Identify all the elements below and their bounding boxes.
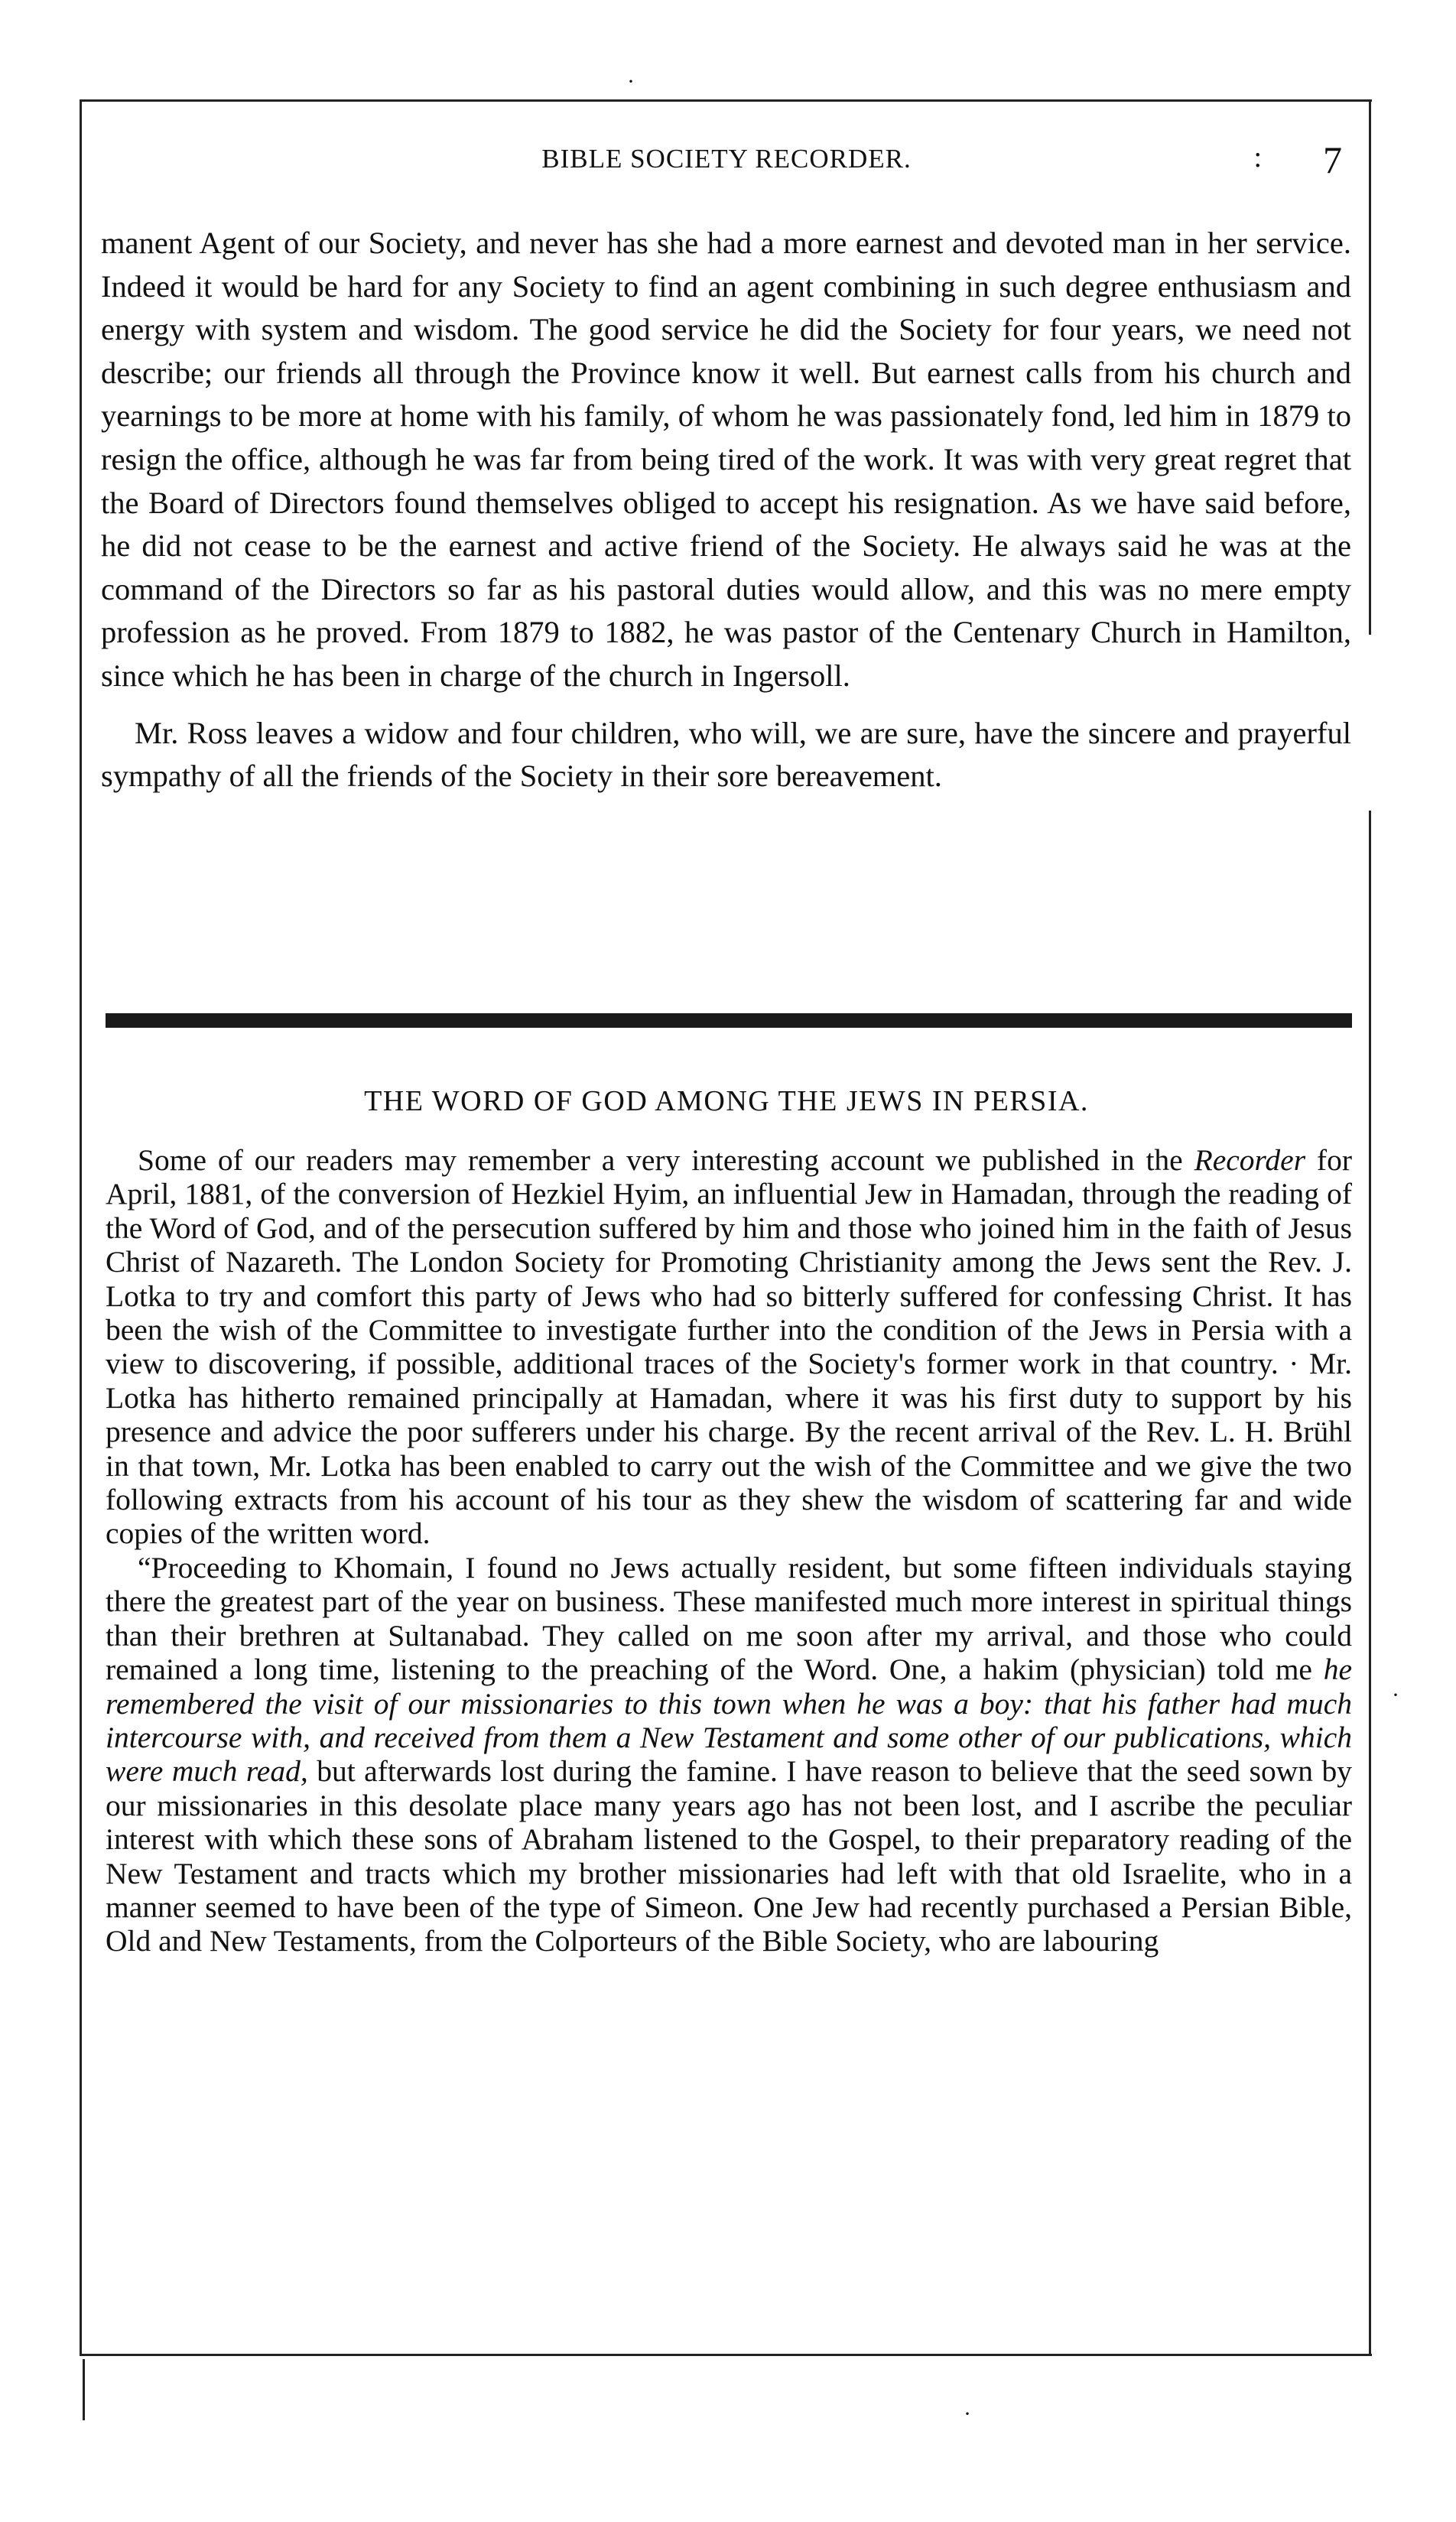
italic-quote: he remembered the visit of our missionaries to this town when he was a boy: that his father had much intercourse with, and received from them a New Testament and some other of our publications, which were much read, xyxy=(106,1653,1352,1789)
text-run: but afterwards lost during the famine. I have reason to believe that the seed sown by our missionaries in this desolate place many years ago has not been lost, and I ascribe the peculiar interest with which these sons of Abraham listened to the Gospel, to their preparatory reading of the New Testament and tracts which my brother missionaries had left with that old Israelite, who in a manner seemed to have been of the type of Simeon. One Jew had recently purchased a Persian Bible, Old and New Testaments, from the Colporteurs of the Bible Society, who are labouring xyxy=(106,1754,1353,1958)
page-border-left xyxy=(80,99,82,2355)
text-run: “Proceeding to Khomain, I found no Jews actually resident, but some fifteen individuals staying there the greatest part of the year on business. These manifested much more interest in spiritual things than their brethren at Sultanabad. They called on me soon after my arrival, and those who could remained a long time, listening to the preaching of the Word. One, a hakim (physician) told me xyxy=(106,1550,1352,1687)
running-head: BIBLE SOCIETY RECORDER. xyxy=(541,144,912,174)
page-border-right-upper xyxy=(1369,99,1371,635)
page-border-left-tail xyxy=(83,2359,85,2420)
page-border-bottom xyxy=(80,2354,1372,2356)
section-divider-rule xyxy=(106,1013,1352,1028)
paragraph xyxy=(106,1143,1352,1551)
page-header xyxy=(99,138,1354,184)
header-separator: : xyxy=(1253,141,1262,174)
stray-mark: · xyxy=(627,69,635,94)
paragraph: Mr. Ross leaves a widow and four children, who will, we are sure, have the sincere and prayerful sympathy of all the friends of the Society in their sore bereavement. xyxy=(101,715,1351,794)
article-continuation xyxy=(101,222,1351,798)
text-run: Some of our readers may remember a very interesting account we published in the xyxy=(138,1143,1194,1177)
article-body xyxy=(106,1143,1352,1958)
stray-mark: · xyxy=(964,2401,971,2426)
paragraph: manent Agent of our Society, and never has she had a more earnest and devoted man in her service. Indeed it would be hard for any Society to find an agent combining in such degree enthusiasm and energy with system and wisdom. The good service he did the Society for four years, we need not describe; our friends all through the Province know it well. But earnest calls from his church and yearnings to be more at home with his family, of whom he was passionately fond, led him in 1879 to resign the office, although he was far from being tired of the work. It was with very great regret that the Board of Directors found themselves obliged to accept his resignation. As we have said before, he did not cease to be the earnest and active friend of the Society. He always said he was at the command of the Directors so far as his pastoral duties would allow, and this was no mere empty profession as he proved. From 1879 to 1882, he was pastor of the Centenary Church in Hamilton, since which he has been in charge of the church in Ingersoll. xyxy=(101,226,1351,693)
text-run: for April, 1881, of the conversion of Hezkiel Hyim, an influential Jew in Hamadan, through the reading of the Word of God, and of the persecution suffered by him and those who joined him in the faith of Jesus Christ of Nazareth. The London Society for Promoting Christianity among the Jews sent the Rev. J. Lotka to try and comfort this party of Jews who had so bitterly suffered for confessing Christ. It has been the wish of the Committee to investigate further into the condition of the Jews in Persia with a view to discovering, if possible, additional traces of the Society's former work in that country. · Mr. Lotka has hitherto remained principally at Hamadan, where it was his first duty to support by his presence and advice the poor sufferers under his charge. By the recent arrival of the Rev. L. H. Brühl in that town, Mr. Lotka has been enabled to carry out the wish of the Committee and we give the two following extracts from his account of his tour as they shew the wisdom of scattering far and wide copies of the written word. xyxy=(106,1143,1352,1551)
page-border-right-lower xyxy=(1369,811,1371,2355)
paragraph xyxy=(106,1551,1352,1958)
publication-title: Recorder xyxy=(1194,1143,1306,1177)
article-title: THE WORD OF GOD AMONG THE JEWS IN PERSIA. xyxy=(364,1085,1089,1117)
page-number: 7 xyxy=(1323,138,1342,181)
page-border-top xyxy=(80,99,1372,102)
stray-mark: · xyxy=(1392,1682,1399,1708)
